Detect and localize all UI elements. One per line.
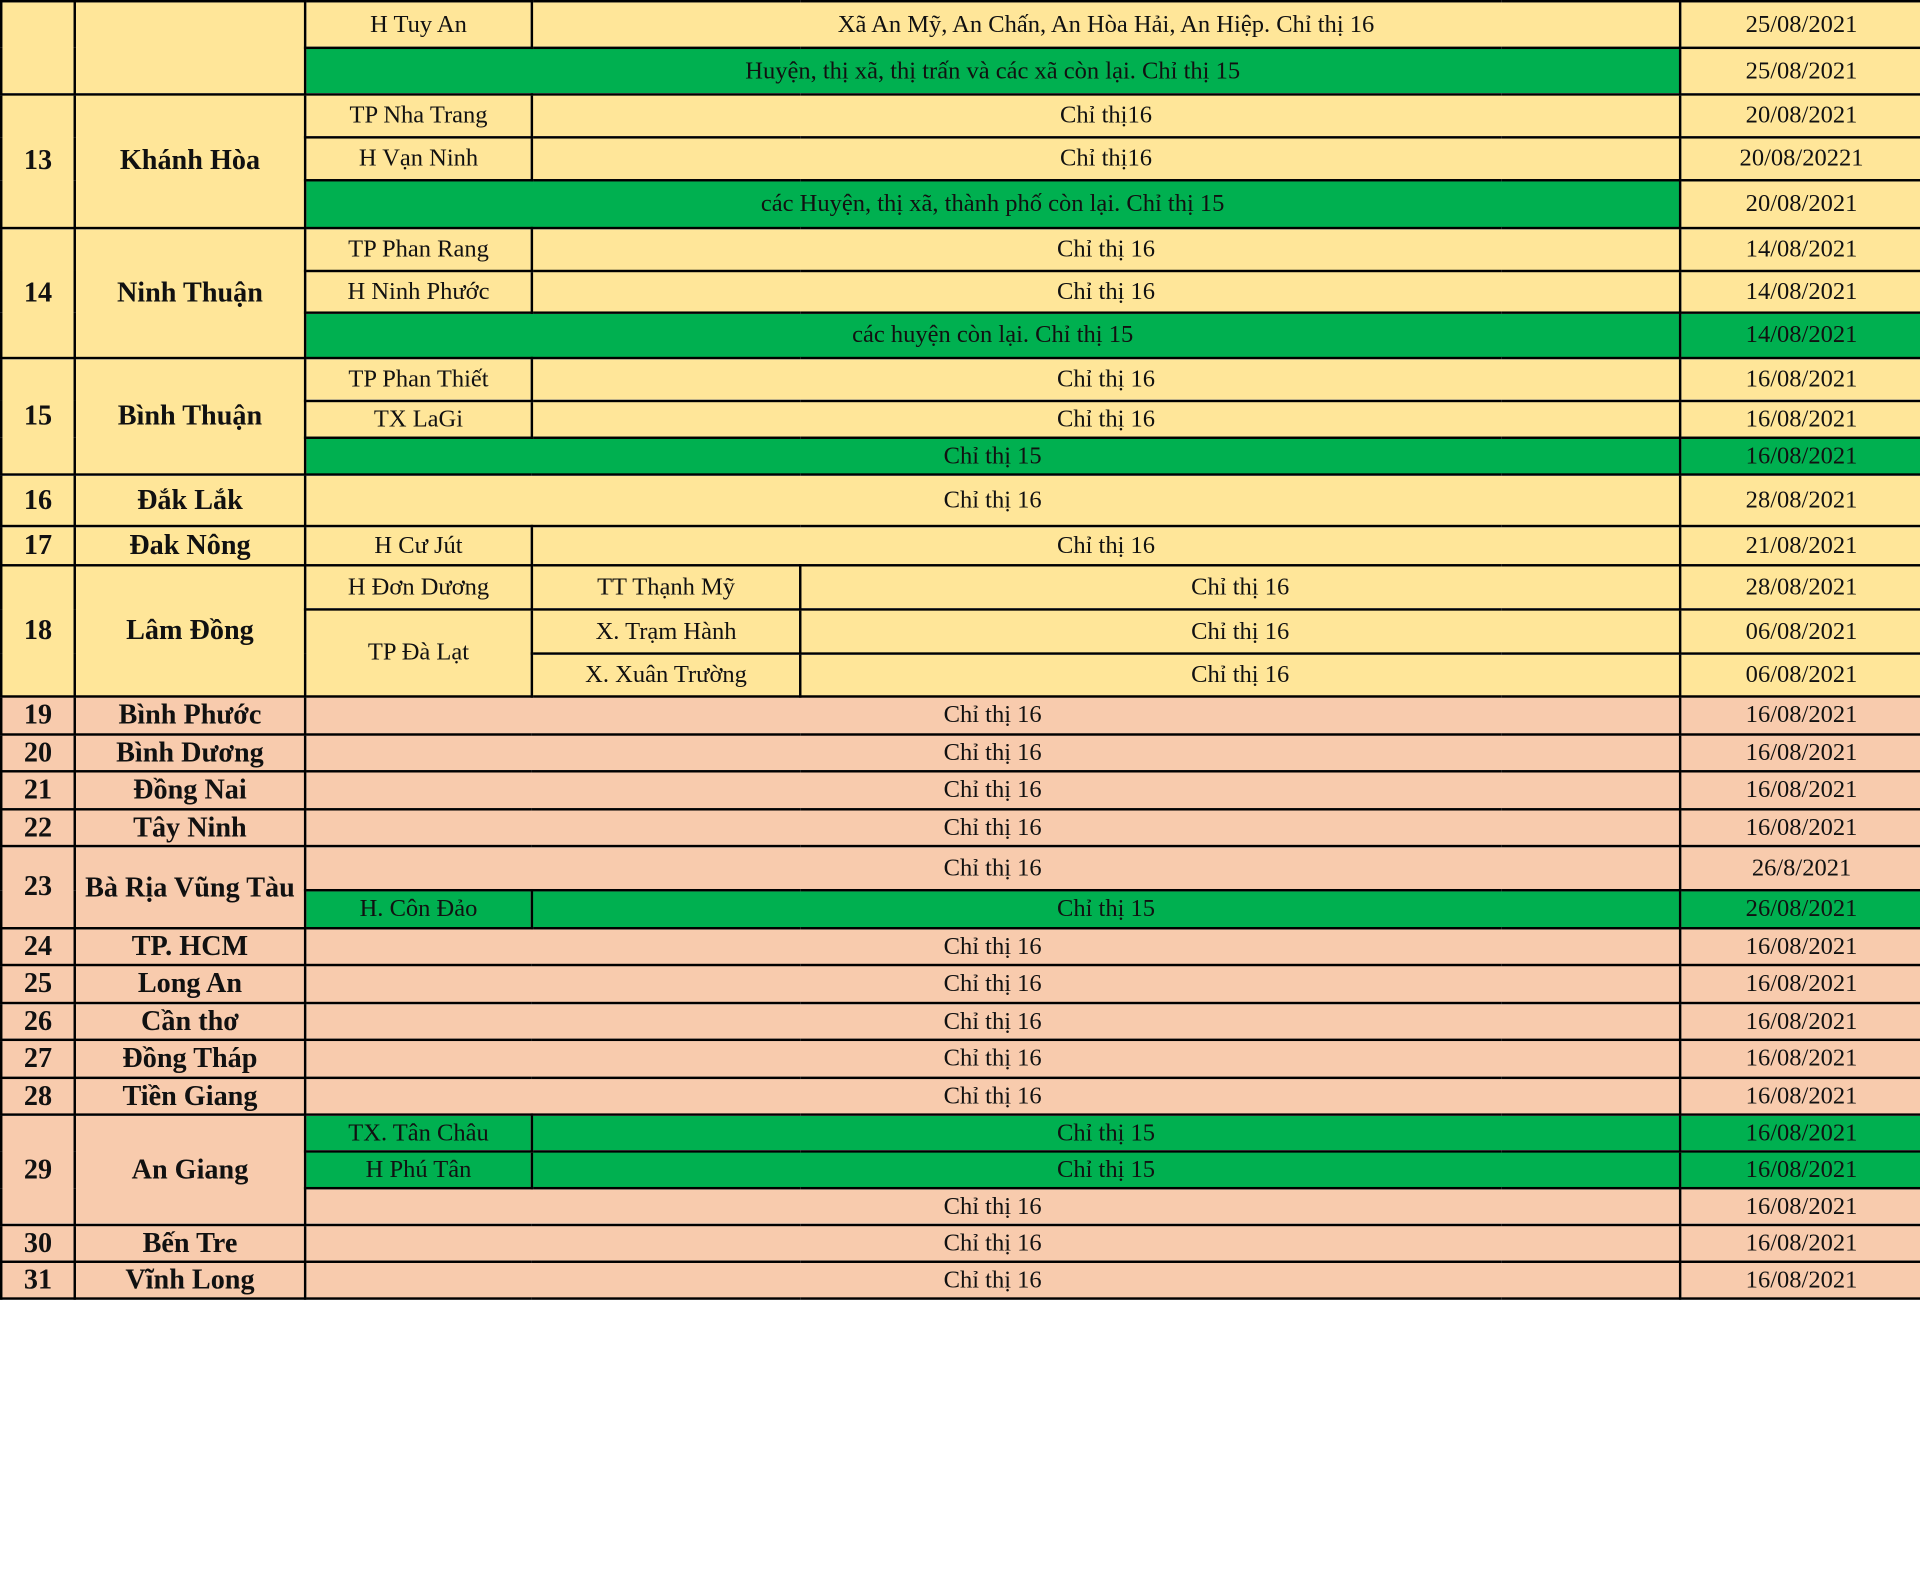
date-cell: 26/8/2021 xyxy=(1680,846,1920,890)
province-name-cell: Vĩnh Long xyxy=(75,1262,305,1299)
area-cell: H. Côn Đảo xyxy=(305,890,532,928)
measure-cell: Chỉ thị 16 xyxy=(305,1040,1680,1078)
row-number-cell: 27 xyxy=(1,1040,75,1078)
table-row xyxy=(1,1115,1920,1152)
area-cell: H Ninh Phước xyxy=(305,271,532,313)
date-cell: 16/08/2021 xyxy=(1680,1225,1920,1262)
measure-cell: Chỉ thị 16 xyxy=(305,771,1680,809)
date-cell: 06/08/2021 xyxy=(1680,654,1920,697)
measure-cell: Chỉ thị 16 xyxy=(305,1078,1680,1115)
measure-cell: Chỉ thị 15 xyxy=(305,438,1680,475)
date-cell: 16/08/2021 xyxy=(1680,696,1920,734)
area-cell: TX. Tân Châu xyxy=(305,1115,532,1152)
measure-cell: Chỉ thị 16 xyxy=(305,1262,1680,1299)
measure-cell: Chỉ thị 16 xyxy=(305,475,1680,527)
row-number-cell: 13 xyxy=(1,94,75,228)
province-name-cell: TP. HCM xyxy=(75,928,305,965)
measure-cell: Chỉ thị 16 xyxy=(532,228,1680,271)
date-cell: 14/08/2021 xyxy=(1680,271,1920,313)
area-cell: H Cư Jút xyxy=(305,526,532,565)
date-cell: 14/08/2021 xyxy=(1680,228,1920,271)
date-cell: 16/08/2021 xyxy=(1680,1040,1920,1078)
date-cell: 06/08/2021 xyxy=(1680,609,1920,653)
province-name-cell: Tây Ninh xyxy=(75,809,305,846)
province-name-cell: Ninh Thuận xyxy=(75,228,305,358)
measure-cell: Chỉ thị16 xyxy=(532,137,1680,180)
table-row xyxy=(1,228,1920,271)
table-row xyxy=(1,1040,1920,1078)
measure-cell: các huyện còn lại. Chỉ thị 15 xyxy=(305,313,1680,358)
date-cell: 16/08/2021 xyxy=(1680,1188,1920,1225)
row-number-cell: 30 xyxy=(1,1225,75,1262)
row-number-cell: 29 xyxy=(1,1115,75,1225)
measure-cell: Chỉ thị 16 xyxy=(532,271,1680,313)
province-name-cell: Bình Dương xyxy=(75,734,305,771)
row-number-cell: 19 xyxy=(1,696,75,734)
table-row xyxy=(1,809,1920,846)
table-row xyxy=(1,846,1920,890)
measure-cell: Chỉ thị 16 xyxy=(532,401,1680,438)
sub-area-cell: TT Thạnh Mỹ xyxy=(532,565,800,609)
row-number-cell: 22 xyxy=(1,809,75,846)
area-cell: TP Phan Thiết xyxy=(305,358,532,401)
date-cell: 16/08/2021 xyxy=(1680,1115,1920,1152)
measure-cell: Chỉ thị 16 xyxy=(305,965,1680,1003)
table-row xyxy=(1,475,1920,527)
date-cell: 16/08/2021 xyxy=(1680,1078,1920,1115)
row-number-cell xyxy=(1,1,75,94)
province-name-cell: Đak Nông xyxy=(75,526,305,565)
date-cell: 16/08/2021 xyxy=(1680,358,1920,401)
area-cell: H Tuy An xyxy=(305,1,532,48)
date-cell: 25/08/2021 xyxy=(1680,48,1920,95)
province-name-cell: An Giang xyxy=(75,1115,305,1225)
table-row xyxy=(1,526,1920,565)
row-number-cell: 18 xyxy=(1,565,75,696)
table-row xyxy=(1,1003,1920,1040)
date-cell: 16/08/2021 xyxy=(1680,438,1920,475)
measure-cell: Chỉ thị 16 xyxy=(305,1225,1680,1262)
province-name-cell: Bà Rịa Vũng Tàu xyxy=(75,846,305,928)
province-name-cell: Đồng Nai xyxy=(75,771,305,809)
table-row xyxy=(1,928,1920,965)
province-name-cell xyxy=(75,1,305,94)
sub-area-cell: X. Xuân Trường xyxy=(532,654,800,697)
measure-cell: Chỉ thị 16 xyxy=(305,696,1680,734)
date-cell: 16/08/2021 xyxy=(1680,1003,1920,1040)
table-row xyxy=(1,1262,1920,1299)
date-cell: 16/08/2021 xyxy=(1680,734,1920,771)
date-cell: 16/08/2021 xyxy=(1680,928,1920,965)
date-cell: 16/08/2021 xyxy=(1680,1151,1920,1188)
row-number-cell: 26 xyxy=(1,1003,75,1040)
date-cell: 16/08/2021 xyxy=(1680,771,1920,809)
row-number-cell: 15 xyxy=(1,358,75,474)
measure-cell: Chỉ thị 16 xyxy=(532,526,1680,565)
measure-cell: Chỉ thị 16 xyxy=(305,928,1680,965)
row-number-cell: 14 xyxy=(1,228,75,358)
date-cell: 28/08/2021 xyxy=(1680,565,1920,609)
measure-cell: Chỉ thị 16 xyxy=(800,654,1680,697)
province-name-cell: Lâm Đồng xyxy=(75,565,305,696)
province-name-cell: Long An xyxy=(75,965,305,1003)
measure-cell: các Huyện, thị xã, thành phố còn lại. Chỉ thị 15 xyxy=(305,180,1680,228)
measure-cell: Chỉ thị 16 xyxy=(305,846,1680,890)
sub-area-cell: X. Trạm Hành xyxy=(532,609,800,653)
measure-cell: Chỉ thị 16 xyxy=(305,734,1680,771)
table-row xyxy=(1,696,1920,734)
row-number-cell: 24 xyxy=(1,928,75,965)
row-number-cell: 25 xyxy=(1,965,75,1003)
table-row xyxy=(1,1078,1920,1115)
area-cell: TP Đà Lạt xyxy=(305,609,532,696)
area-cell: H Vạn Ninh xyxy=(305,137,532,180)
date-cell: 20/08/2021 xyxy=(1680,94,1920,137)
area-cell: TP Nha Trang xyxy=(305,94,532,137)
measure-cell: Chỉ thị16 xyxy=(532,94,1680,137)
table-row xyxy=(1,965,1920,1003)
table-row xyxy=(1,94,1920,137)
table-row xyxy=(1,565,1920,609)
table-row xyxy=(1,1225,1920,1262)
province-name-cell: Đồng Tháp xyxy=(75,1040,305,1078)
date-cell: 28/08/2021 xyxy=(1680,475,1920,527)
measure-cell: Chỉ thị 16 xyxy=(305,1188,1680,1225)
date-cell: 16/08/2021 xyxy=(1680,965,1920,1003)
table-row xyxy=(1,771,1920,809)
area-cell: H Đơn Dương xyxy=(305,565,532,609)
row-number-cell: 31 xyxy=(1,1262,75,1299)
measure-cell: Chỉ thị 15 xyxy=(532,1115,1680,1152)
measure-cell: Chỉ thị 15 xyxy=(532,1151,1680,1188)
table-row xyxy=(1,1,1920,48)
province-name-cell: Đắk Lắk xyxy=(75,475,305,527)
area-cell: TP Phan Rang xyxy=(305,228,532,271)
row-number-cell: 23 xyxy=(1,846,75,928)
measure-cell: Xã An Mỹ, An Chấn, An Hòa Hải, An Hiệp. Chỉ thị 16 xyxy=(532,1,1680,48)
measure-cell: Chỉ thị 15 xyxy=(532,890,1680,928)
row-number-cell: 28 xyxy=(1,1078,75,1115)
date-cell: 16/08/2021 xyxy=(1680,1262,1920,1299)
measure-cell: Chỉ thị 16 xyxy=(800,565,1680,609)
date-cell: 20/08/20221 xyxy=(1680,137,1920,180)
row-number-cell: 16 xyxy=(1,475,75,527)
date-cell: 16/08/2021 xyxy=(1680,809,1920,846)
date-cell: 14/08/2021 xyxy=(1680,313,1920,358)
province-name-cell: Bình Phước xyxy=(75,696,305,734)
date-cell: 21/08/2021 xyxy=(1680,526,1920,565)
row-number-cell: 17 xyxy=(1,526,75,565)
date-cell: 26/08/2021 xyxy=(1680,890,1920,928)
date-cell: 20/08/2021 xyxy=(1680,180,1920,228)
province-name-cell: Khánh Hòa xyxy=(75,94,305,228)
measure-cell: Chỉ thị 16 xyxy=(800,609,1680,653)
province-name-cell: Tiền Giang xyxy=(75,1078,305,1115)
measure-cell: Chỉ thị 16 xyxy=(305,1003,1680,1040)
province-name-cell: Bình Thuận xyxy=(75,358,305,474)
province-name-cell: Cần thơ xyxy=(75,1003,305,1040)
measure-cell: Chỉ thị 16 xyxy=(305,809,1680,846)
table-row xyxy=(1,358,1920,401)
area-cell: TX LaGi xyxy=(305,401,532,438)
province-name-cell: Bến Tre xyxy=(75,1225,305,1262)
table-row xyxy=(1,734,1920,771)
row-number-cell: 21 xyxy=(1,771,75,809)
row-number-cell: 20 xyxy=(1,734,75,771)
date-cell: 25/08/2021 xyxy=(1680,1,1920,48)
measure-cell: Chỉ thị 16 xyxy=(532,358,1680,401)
measure-cell: Huyện, thị xã, thị trấn và các xã còn lại. Chỉ thị 15 xyxy=(305,48,1680,95)
area-cell: H Phú Tân xyxy=(305,1151,532,1188)
date-cell: 16/08/2021 xyxy=(1680,401,1920,438)
